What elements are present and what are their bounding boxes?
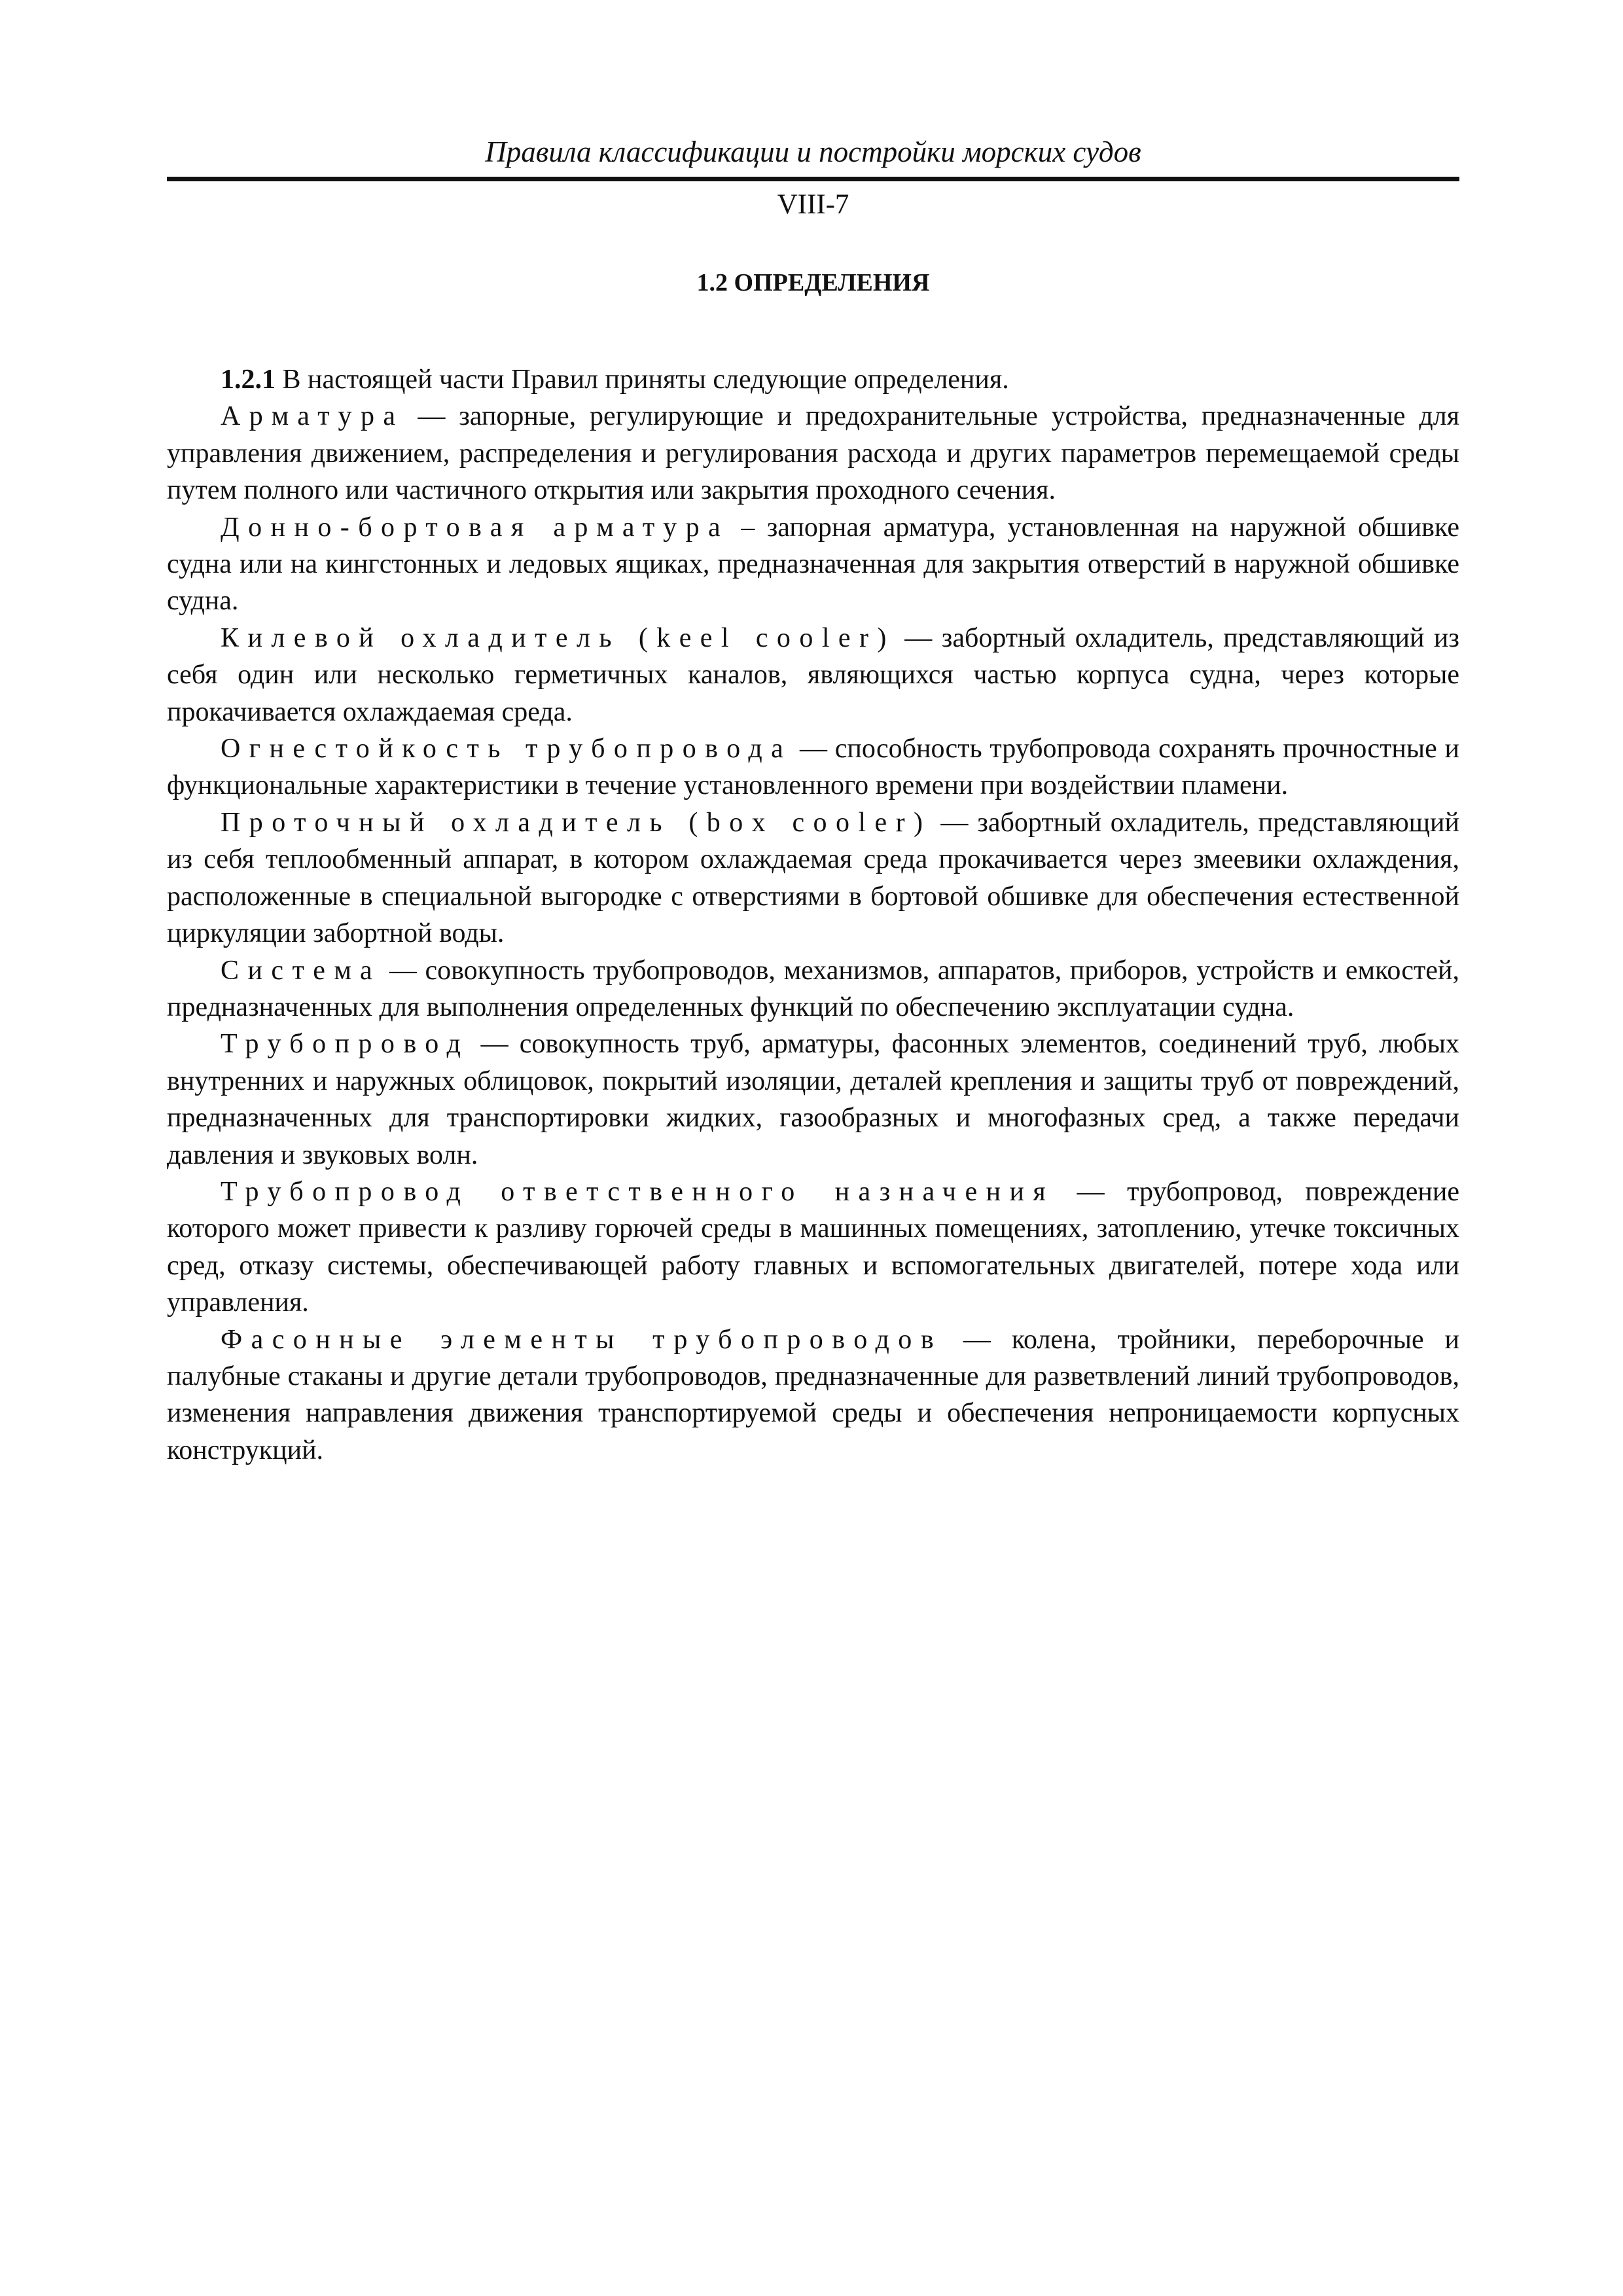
definition-donno-bortovaya-armatura [167, 509, 1459, 620]
definition-term: Арматура [221, 401, 404, 432]
header-rule [167, 177, 1459, 181]
definition-text: — совокупность труб, арматуры, фасонных элементов, соединений труб, любых внутренних и наружных облицовок, покрытий изоляции, деталей крепления и защиты труб от повреждений, предназначенных для транспортировки жидких, газообразных и многофазных сред, а также передачи давления и звуковых волн. [167, 1029, 1459, 1170]
definition-text: — забортный охладитель, представляющий из себя теплообменный аппарат, в котором охлаждаемая среда прокачивается через змеевики охлаждения, расположенные в специальной выгородке с отверстиями в бортовой обшивке для обеспечения естественной циркуляции забортной воды. [167, 807, 1459, 949]
definition-term: Килевой охладитель (keel cooler) [221, 622, 895, 653]
definition-text: — запорные, регулирующие и предохранительные устройства, предназначенные для управления движением, распределения и регулирования расхода и других параметров перемещаемой среды путем полного или частичного открытия или закрытия проходного сечения. [167, 401, 1460, 506]
intro-paragraph [167, 361, 1459, 398]
definition-term: Система [221, 955, 382, 986]
definition-box-cooler [167, 804, 1459, 952]
definition-term: Проточный охладитель (box cooler) [221, 807, 932, 838]
page-number: VIII-7 [777, 189, 849, 220]
definition-fittings [167, 1321, 1459, 1469]
definition-term: Трубопровод ответственного назначения [221, 1176, 1055, 1207]
clause-number: 1.2.1 [221, 365, 276, 395]
definition-term: Фасонные элементы трубопроводов [221, 1324, 942, 1355]
definition-text: — способность трубопровода сохранять прочностные и функциональные характеристики в течение установленного времени при воздействии пламени. [167, 734, 1460, 801]
definition-term: Огнестойкость трубопровода [221, 734, 793, 764]
section-title: 1.2 ОПРЕДЕЛЕНИЯ [696, 269, 930, 296]
document-body [167, 361, 1459, 1469]
intro-text: В настоящей части Правил приняты следующие определения. [282, 365, 1009, 395]
running-header: Правила классификации и постройки морских судов [485, 135, 1141, 168]
definition-text: — трубопровод, повреждение которого может привести к разливу горючей среды в машинных помещениях, затоплению, утечке токсичных сред, отказу системы, обеспечивающей работу главных и вспомогательных двигателей, потере хода или управления. [167, 1176, 1459, 1318]
definition-keel-cooler [167, 620, 1459, 730]
definition-essential-piping [167, 1174, 1459, 1321]
definition-text: — совокупность трубопроводов, механизмов, аппаратов, приборов, устройств и емкостей, предназначенных для выполнения определенных функций по обеспечению эксплуатации судна. [167, 955, 1459, 1022]
definition-text: – запорная арматура, установленная на наружной обшивке судна или на кингстонных и ледовых ящиках, предназначенная для закрытия отверстий в наружной обшивке судна. [167, 512, 1459, 617]
definition-text: — забортный охладитель, представляющий из себя один или несколько герметичных каналов, являющихся частью корпуса судна, через которые прокачивается охлаждаемая среда. [167, 622, 1459, 727]
definition-term: Донно-бортовая арматура [221, 512, 730, 543]
definition-text: — колена, тройники, переборочные и палубные стаканы и другие детали трубопроводов, предназначенные для разветвлений линий трубопроводов, изменения направления движения транспортируемой среды и обеспечения непроницаемости корпусных конструкций. [167, 1324, 1459, 1465]
definition-armatura [167, 398, 1459, 509]
definition-system [167, 952, 1459, 1026]
definition-term: Трубопровод [221, 1029, 470, 1060]
definition-piping [167, 1026, 1459, 1174]
definition-fire-resistance [167, 730, 1459, 804]
